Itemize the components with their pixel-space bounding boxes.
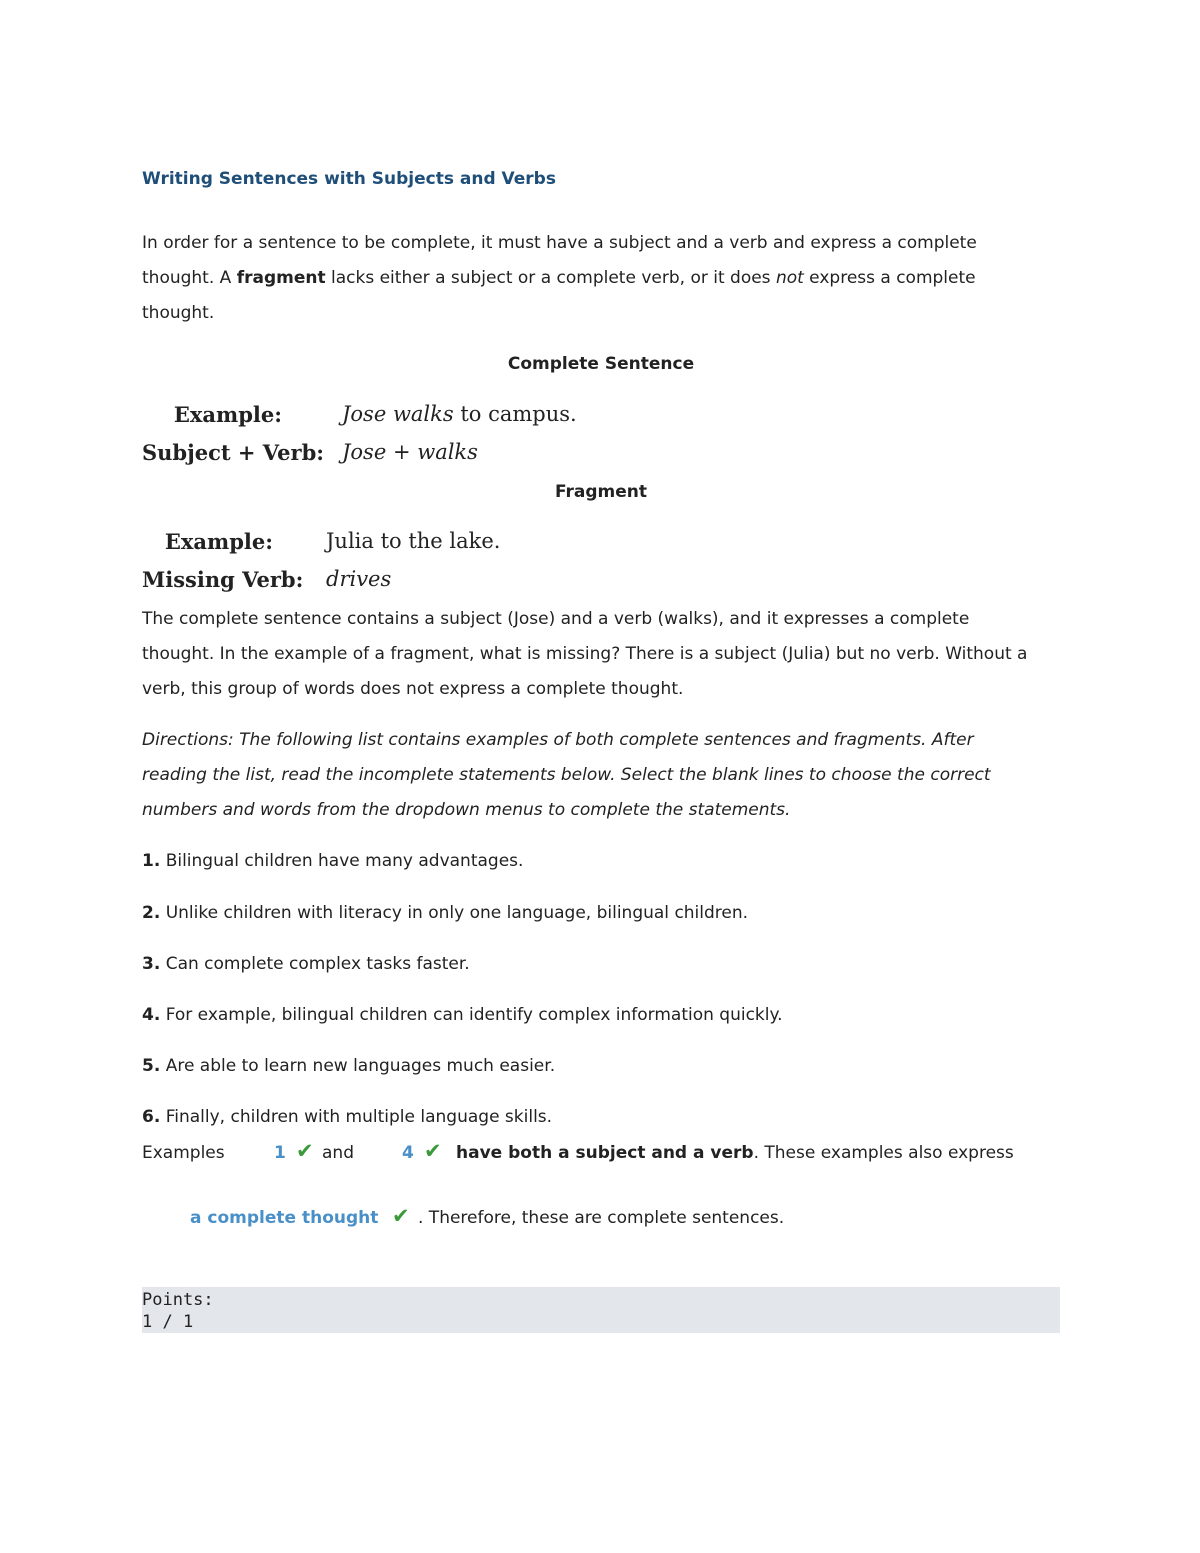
- list-item-number: 4.: [142, 1005, 161, 1025]
- points-value: 1 / 1: [142, 1312, 194, 1332]
- list-item-number: 1.: [142, 851, 161, 871]
- complete-example-italic: Jose walks: [342, 402, 454, 426]
- list-item: [142, 1005, 783, 1025]
- list-item-number: 6.: [142, 1107, 161, 1127]
- missing-verb-label: Missing Verb:: [142, 567, 304, 592]
- fragment-example-value: Julia to the lake.: [326, 529, 501, 553]
- subject-verb-value: Jose + walks: [342, 440, 478, 464]
- list-item-number: 3.: [142, 954, 161, 974]
- answer-prefix: Examples: [142, 1143, 225, 1163]
- blank-dropdown-3[interactable]: a complete thought: [190, 1208, 379, 1228]
- subject-verb-label: Subject + Verb:: [142, 440, 325, 465]
- list-item-text: Are able to learn new languages much easier.: [160, 1056, 556, 1076]
- answer-bold-text: have both a subject and a verb: [456, 1143, 754, 1163]
- checkmark-icon: ✔: [296, 1139, 314, 1163]
- intro-italic-term: not: [775, 268, 804, 288]
- page-title: Writing Sentences with Subjects and Verbs: [142, 169, 556, 189]
- complete-example-label: Example:: [173, 402, 282, 427]
- fragment-example-label: Example:: [164, 529, 273, 554]
- intro-text-3: express a complete thought.: [142, 268, 976, 323]
- explanation-paragraph: The complete sentence contains a subject (Jose) and a verb (walks), and it expresses a complete thought. In the example of a fragment, what is missing? There is a subject (Julia) but no verb. Without a verb, this group of words does not express a complete thought.: [142, 609, 1028, 699]
- list-item: [142, 1056, 555, 1076]
- blank-dropdown-1[interactable]: 1: [274, 1143, 286, 1163]
- list-item-text: For example, bilingual children can identify complex information quickly.: [160, 1005, 783, 1025]
- complete-example-row: [142, 402, 1060, 430]
- list-item: [142, 903, 748, 923]
- complete-sentence-heading: Complete Sentence: [507, 354, 695, 374]
- intro-paragraph: [142, 226, 1042, 331]
- subject-verb-row: [142, 440, 1060, 468]
- list-item: [142, 954, 470, 974]
- answer-and: and: [322, 1143, 354, 1163]
- intro-text-1: In order for a sentence to be complete, it must have a subject and a verb and express a complete thought. A: [142, 233, 977, 288]
- missing-verb-value: drives: [326, 567, 392, 591]
- intro-bold-term: fragment: [236, 268, 326, 288]
- answer-ending: . Therefore, these are complete sentences.: [418, 1208, 785, 1228]
- blank-dropdown-2[interactable]: 4: [402, 1143, 414, 1163]
- list-item: [142, 1107, 552, 1127]
- directions-paragraph: Directions: The following list contains examples of both complete sentences and fragments. After reading the list, read the incomplete statements below. Select the blank lines to choose the correct numbers and words from the dropdown menus to complete the statements.: [142, 730, 991, 820]
- fragment-heading: Fragment: [554, 482, 648, 502]
- list-item-number: 2.: [142, 903, 161, 923]
- list-item-text: Can complete complex tasks faster.: [160, 954, 470, 974]
- checkmark-icon: ✔: [392, 1204, 410, 1228]
- points-label: Points:: [142, 1290, 214, 1310]
- complete-example-rest: to campus.: [453, 402, 577, 426]
- complete-example-value: [342, 402, 577, 426]
- missing-verb-row: [142, 567, 1060, 595]
- answer-bold-phrase: [456, 1143, 1014, 1163]
- checkmark-icon: ✔: [424, 1139, 442, 1163]
- list-item-text: Unlike children with literacy in only one language, bilingual children.: [160, 903, 749, 923]
- points-box: [142, 1287, 1060, 1333]
- list-item-text: Bilingual children have many advantages.: [160, 851, 524, 871]
- list-item-text: Finally, children with multiple language skills.: [160, 1107, 553, 1127]
- answer-suffix: . These examples also express: [753, 1143, 1014, 1163]
- fragment-example-row: [142, 529, 1060, 557]
- list-item-number: 5.: [142, 1056, 161, 1076]
- list-item: [142, 851, 523, 871]
- intro-text-2: lacks either a subject or a complete verb, or it does: [325, 268, 776, 288]
